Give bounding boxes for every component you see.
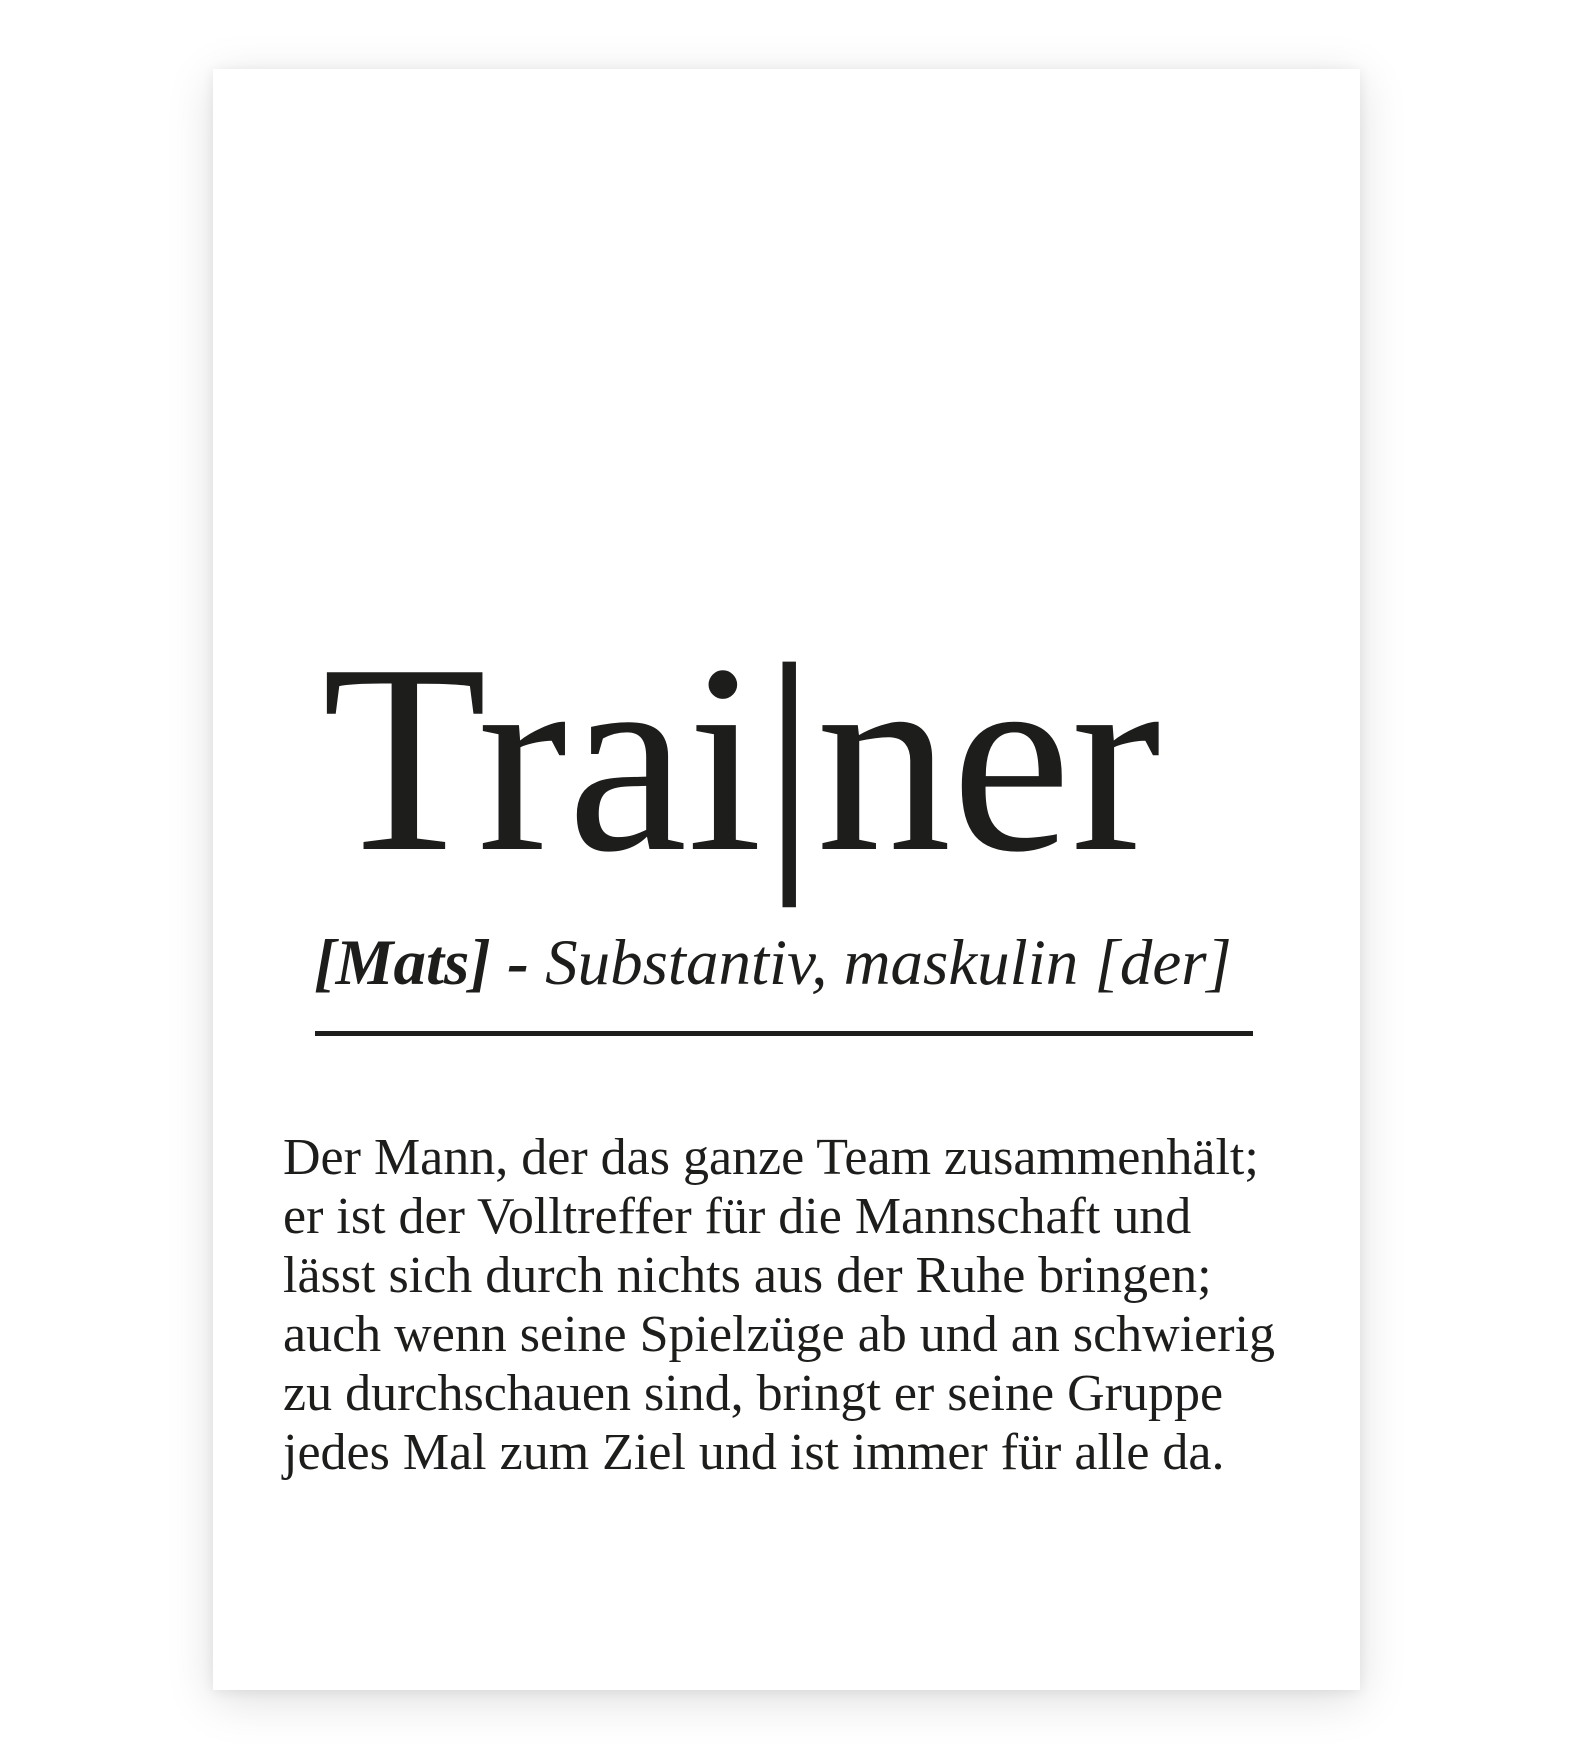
- subtitle-grammar-note: Substantiv, maskulin [der]: [528, 927, 1232, 999]
- definition-line: jedes Mal zum Ziel und ist immer für alle da.: [283, 1424, 1225, 1481]
- definition-line: auch wenn seine Spielzüge ab und an schwierig: [283, 1306, 1276, 1363]
- poster-card: [213, 69, 1360, 1690]
- definition-line: zu durchschauen sind, bringt er seine Gruppe: [283, 1365, 1224, 1422]
- definition-text: [283, 1128, 1275, 1482]
- poster-title: Trai|ner: [322, 609, 1162, 908]
- divider-rule: [315, 1031, 1253, 1036]
- poster-subtitle: [314, 928, 1232, 998]
- definition-line: Der Mann, der das ganze Team zusammenhält;: [283, 1129, 1259, 1186]
- definition-line: er ist der Volltreffer für die Mannschaft und: [283, 1188, 1192, 1245]
- definition-line: lässt sich durch nichts aus der Ruhe bringen;: [283, 1247, 1212, 1304]
- subtitle-name-bold: [Mats] -: [314, 927, 529, 999]
